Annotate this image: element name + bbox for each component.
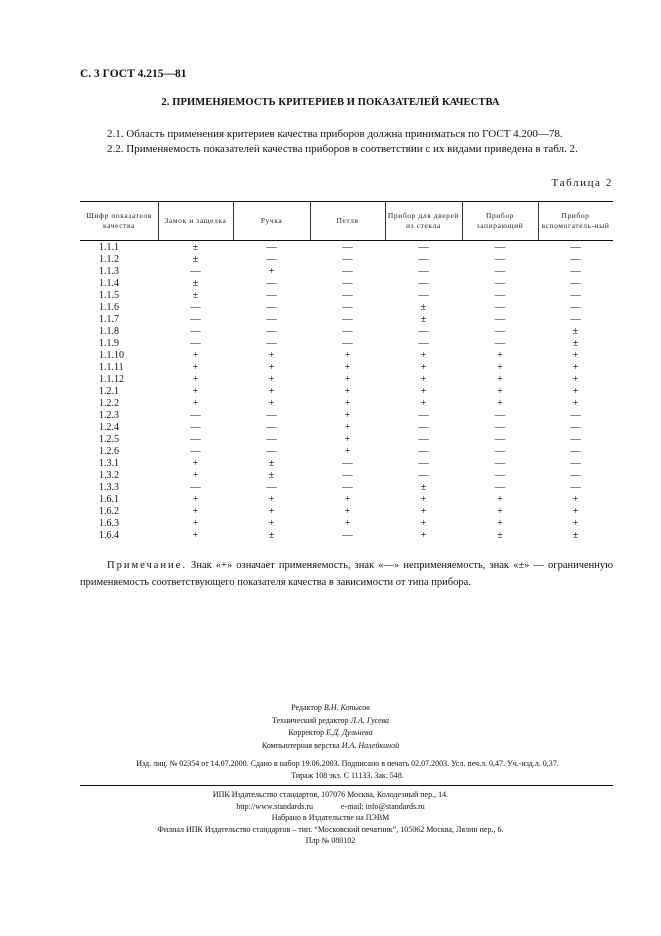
applicability-mark: + [420, 506, 427, 517]
applicability-mark: — [494, 410, 506, 421]
indicator-code: 1.2.5 [99, 434, 119, 445]
applicability-mark: — [570, 410, 581, 421]
print-run-line: Тираж 108 экз. С 11133. Зак. 548. [291, 771, 404, 780]
applicability-mark: — [570, 314, 581, 325]
applicability-mark: — [190, 434, 201, 445]
indicator-code: 1.6.4 [99, 530, 119, 541]
applicability-mark: + [572, 398, 579, 409]
applicability-mark: — [342, 338, 353, 349]
applicability-mark: + [268, 266, 275, 277]
indicator-code: 1.6.3 [99, 518, 119, 529]
applicability-mark: — [266, 422, 277, 433]
applicability-mark: + [420, 518, 427, 529]
applicability-mark: — [342, 266, 353, 277]
mark-column [462, 242, 538, 542]
printing-license: Плр № 080102 [305, 836, 356, 845]
applicability-mark: + [344, 386, 351, 397]
applicability-mark: + [192, 494, 199, 505]
applicability-mark: + [192, 470, 199, 481]
applicability-mark: + [268, 374, 275, 385]
applicability-mark: + [420, 350, 427, 361]
applicability-mark: — [418, 254, 429, 265]
applicability-mark: + [420, 494, 427, 505]
credit-editor [0, 702, 661, 715]
applicability-mark: + [344, 350, 351, 361]
indicator-code: 1.1.9 [99, 338, 119, 349]
applicability-mark: — [342, 530, 353, 541]
applicability-mark: — [570, 446, 581, 457]
applicability-mark: — [418, 458, 429, 469]
applicability-mark: + [268, 362, 275, 373]
applicability-mark: — [342, 254, 353, 265]
indicator-code: 1.2.3 [99, 410, 119, 421]
applicability-mark: — [494, 302, 506, 313]
credit-role: Редактор [291, 703, 322, 712]
applicability-mark: — [190, 446, 201, 457]
indicator-code: 1.1.6 [99, 302, 119, 313]
indicator-code: 1.1.11 [99, 362, 124, 373]
applicability-mark: + [497, 362, 503, 373]
column-header: Замок и защелка [164, 215, 227, 225]
applicability-mark: + [192, 458, 199, 469]
applicability-mark: + [420, 530, 427, 541]
applicability-mark: — [342, 482, 353, 493]
publisher-block [0, 789, 661, 847]
credit-tech-editor [0, 715, 661, 728]
printing-branch: Филиал ИПК Издательство стандартов – тип. “Московский печатник”, 105062 Москва, Лялин пер., 6. [157, 824, 504, 834]
applicability-mark: + [344, 506, 351, 517]
applicability-mark: + [497, 494, 503, 505]
mark-column [233, 242, 310, 542]
indicator-code: 1.1.8 [99, 326, 119, 337]
applicability-mark: — [570, 302, 581, 313]
applicability-mark: — [418, 410, 429, 421]
indicator-code: 1.3.3 [99, 482, 119, 493]
applicability-mark: + [497, 518, 503, 529]
column-header: Ручка [260, 215, 283, 225]
applicability-mark: — [190, 422, 201, 433]
table-caption: Таблица 2 [551, 177, 613, 189]
applicability-mark: — [342, 242, 353, 253]
applicability-mark: + [572, 506, 579, 517]
applicability-mark: — [266, 446, 277, 457]
column-divider [385, 201, 386, 240]
applicability-mark: — [494, 482, 506, 493]
applicability-mark: — [190, 410, 201, 421]
publisher-address: ИПК Издательство стандартов, 107076 Москва, Колодезный пер., 14. [212, 790, 449, 799]
applicability-mark: + [268, 350, 275, 361]
applicability-mark: + [420, 374, 427, 385]
applicability-mark: ± [572, 326, 579, 337]
applicability-mark: ± [420, 482, 427, 493]
indicator-code: 1.6.1 [99, 494, 119, 505]
applicability-mark: ± [497, 530, 503, 541]
applicability-mark: — [570, 458, 581, 469]
applicability-mark: + [420, 386, 427, 397]
applicability-mark: — [494, 242, 506, 253]
applicability-mark: + [344, 434, 351, 445]
applicability-mark: — [266, 326, 277, 337]
indicator-code: 1.6.2 [99, 506, 119, 517]
applicability-mark: — [266, 254, 277, 265]
applicability-mark: — [570, 434, 581, 445]
applicability-mark: — [494, 326, 506, 337]
applicability-mark: — [494, 434, 506, 445]
credit-role: Компьютерная верстка [261, 740, 340, 750]
applicability-mark: — [342, 458, 353, 469]
applicability-mark: + [572, 518, 579, 529]
applicability-mark: + [420, 398, 427, 409]
column-header: Прибор вспомогатель-ный [541, 210, 610, 230]
applicability-mark: + [344, 398, 351, 409]
applicability-mark: + [344, 446, 351, 457]
note-text: Знак «+» означает применяемость, знак «—» неприменяемость, знак «±» — ограниченную применяемость соответствующего показателя качества в зависимости от типа прибора. [80, 560, 613, 588]
credit-proofreader [0, 727, 661, 740]
applicability-mark: — [266, 290, 277, 301]
applicability-mark: + [572, 350, 579, 361]
applicability-mark: — [266, 302, 277, 313]
applicability-mark: + [192, 350, 199, 361]
applicability-mark: + [268, 398, 275, 409]
page-header: С. 3 ГОСТ 4.215—81 [80, 68, 187, 80]
column-header: Шифр показателя качества [86, 210, 152, 230]
applicability-mark: ± [420, 302, 427, 313]
typeset-note: Набрано в Издательстве на ПЭВМ [271, 813, 390, 822]
section-title: 2. ПРИМЕНЯЕМОСТЬ КРИТЕРИЕВ И ПОКАЗАТЕЛЕЙ КАЧЕСТВА [161, 97, 500, 108]
applicability-mark: + [268, 506, 275, 517]
applicability-mark: — [190, 326, 201, 337]
column-header: Прибор запирающий [476, 210, 524, 230]
applicability-mark: + [344, 422, 351, 433]
applicability-mark: + [268, 386, 275, 397]
applicability-mark: + [192, 506, 199, 517]
paragraph-2-1: 2.1. Область применения критериев качества приборов должна приниматься по ГОСТ 4.200—78. [107, 128, 563, 140]
applicability-mark: + [572, 362, 579, 373]
imprint-separator [80, 785, 613, 786]
applicability-mark: — [494, 338, 506, 349]
paragraph-2-2: 2.2. Применяемость показателей качества приборов в соответствии с их видами приведена в табл. 2. [107, 143, 578, 155]
applicability-mark: — [570, 422, 581, 433]
applicability-mark: + [497, 386, 503, 397]
indicator-code: 1.1.2 [99, 254, 119, 265]
mark-column [158, 242, 233, 542]
applicability-mark: — [570, 470, 581, 481]
applicability-mark: — [418, 278, 429, 289]
column-divider [462, 201, 463, 240]
applicability-mark: — [342, 278, 353, 289]
applicability-mark: + [572, 374, 579, 385]
column-header: Прибор для дверей из стекла [387, 210, 460, 230]
indicator-code: 1.1.5 [99, 290, 119, 301]
applicability-mark: — [418, 338, 429, 349]
credit-name: И.А. Налейкиной [341, 740, 400, 750]
applicability-mark: — [190, 302, 201, 313]
applicability-mark: — [570, 278, 581, 289]
applicability-mark: — [418, 326, 429, 337]
mark-column [538, 242, 613, 542]
license-block [80, 758, 615, 782]
applicability-mark: — [494, 458, 506, 469]
applicability-mark: + [497, 374, 503, 385]
applicability-mark: — [494, 278, 506, 289]
license-line: Изд. лиц. № 02354 от 14.07.2000. Сдано в набор 19.06.2003. Подписано в печать 02.07.2003. Усл. печ.л. 0,47. Уч.-изд.л. 0,37. [136, 759, 559, 768]
applicability-mark: + [497, 506, 503, 517]
publisher-email[interactable]: e-mail: info@standards.ru [341, 801, 425, 811]
applicability-mark: + [497, 350, 503, 361]
applicability-mark: ± [192, 254, 199, 265]
applicability-mark: — [266, 482, 277, 493]
applicability-mark: — [266, 434, 277, 445]
credit-role: Технический редактор [271, 715, 349, 725]
column-header: Петля [336, 215, 359, 225]
publisher-website[interactable]: http://www.standards.ru [236, 801, 313, 811]
note-label: Примечание. [107, 560, 187, 571]
credit-layout [0, 740, 661, 753]
applicability-mark: + [497, 398, 503, 409]
credit-role: Корректор [288, 728, 325, 737]
applicability-mark: — [418, 422, 429, 433]
applicability-mark: — [342, 470, 353, 481]
applicability-mark: + [572, 494, 579, 505]
column-divider [310, 201, 311, 240]
indicator-code: 1.1.3 [99, 266, 119, 277]
credit-name: Е.Д. Дульнева [326, 728, 373, 737]
applicability-mark: — [266, 242, 277, 253]
applicability-mark: ± [420, 314, 427, 325]
applicability-mark: — [266, 410, 277, 421]
applicability-mark: ± [192, 278, 199, 289]
applicability-mark: + [192, 386, 199, 397]
applicability-mark: — [190, 266, 201, 277]
applicability-mark: — [494, 422, 506, 433]
applicability-mark: — [266, 314, 277, 325]
applicability-mark: — [342, 290, 353, 301]
applicability-mark: — [570, 482, 581, 493]
applicability-mark: + [192, 362, 199, 373]
applicability-mark: + [344, 374, 351, 385]
applicability-mark: ± [572, 338, 579, 349]
applicability-mark: — [418, 470, 429, 481]
applicability-mark: + [344, 362, 351, 373]
indicator-code: 1.3.1 [99, 458, 119, 469]
applicability-mark: — [418, 434, 429, 445]
column-divider [158, 201, 159, 240]
table-note [80, 557, 613, 591]
applicability-mark: — [418, 242, 429, 253]
applicability-mark: — [494, 266, 506, 277]
applicability-mark: + [344, 410, 351, 421]
applicability-mark: ± [572, 530, 579, 541]
indicator-code: 1.1.10 [99, 350, 124, 361]
applicability-mark: — [570, 254, 581, 265]
applicability-mark: — [418, 266, 429, 277]
indicator-code: 1.1.7 [99, 314, 119, 325]
indicator-code: 1.1.12 [99, 374, 124, 385]
applicability-mark: — [190, 482, 201, 493]
applicability-mark: + [192, 518, 199, 529]
applicability-mark: — [342, 314, 353, 325]
applicability-mark: + [192, 530, 199, 541]
publisher-contacts [0, 801, 661, 813]
applicability-mark: + [268, 518, 275, 529]
indicator-code: 1.2.2 [99, 398, 119, 409]
applicability-mark: — [570, 242, 581, 253]
applicability-mark: — [494, 290, 506, 301]
applicability-mark: — [494, 446, 506, 457]
applicability-mark: — [190, 338, 201, 349]
table-header-rule [80, 240, 613, 241]
indicator-code: 1.1.4 [99, 278, 119, 289]
indicator-code: 1.2.4 [99, 422, 119, 433]
applicability-mark: + [344, 518, 351, 529]
applicability-mark: + [572, 386, 579, 397]
applicability-mark: — [494, 314, 506, 325]
mark-column [310, 242, 385, 542]
applicability-mark: — [494, 254, 506, 265]
applicability-mark: — [418, 290, 429, 301]
applicability-mark: + [344, 494, 351, 505]
applicability-mark: — [342, 326, 353, 337]
indicator-code: 1.1.1 [99, 242, 119, 253]
applicability-mark: ± [192, 242, 199, 253]
credit-name: В.Н. Копысов [323, 703, 370, 712]
credit-name: Л.А. Гусева [350, 715, 390, 725]
column-divider [538, 201, 539, 240]
applicability-mark: ± [192, 290, 199, 301]
indicator-code: 1.2.6 [99, 446, 119, 457]
applicability-mark: ± [268, 470, 275, 481]
indicator-code: 1.2.1 [99, 386, 119, 397]
applicability-mark: ± [268, 458, 275, 469]
code-column [99, 242, 124, 542]
mark-column [385, 242, 462, 542]
applicability-mark: — [570, 266, 581, 277]
applicability-mark: + [420, 362, 427, 373]
applicability-mark: — [190, 314, 201, 325]
applicability-mark: — [494, 470, 506, 481]
indicator-code: 1.3.2 [99, 470, 119, 481]
applicability-mark: — [266, 338, 277, 349]
applicability-mark: ± [268, 530, 275, 541]
applicability-mark: + [192, 398, 199, 409]
applicability-mark: — [342, 302, 353, 313]
credits-block [0, 702, 661, 752]
applicability-mark: + [192, 374, 199, 385]
applicability-mark: — [418, 446, 429, 457]
applicability-mark: — [266, 278, 277, 289]
applicability-mark: — [570, 290, 581, 301]
applicability-mark: + [268, 494, 275, 505]
column-divider [233, 201, 234, 240]
